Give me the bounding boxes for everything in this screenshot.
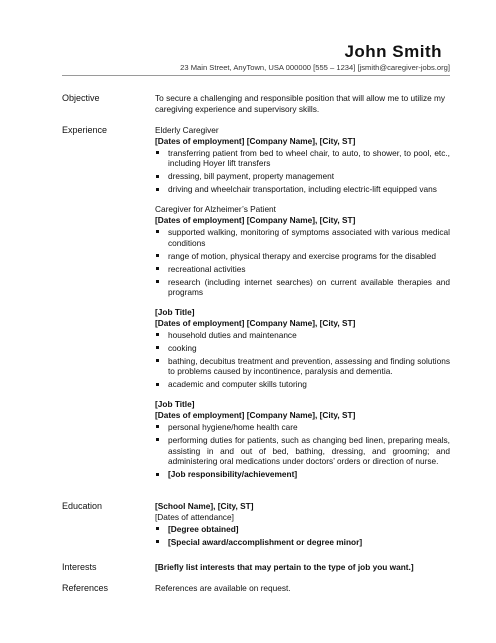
section-heading-experience: Experience (62, 125, 108, 135)
section-heading-education: Education (62, 501, 103, 511)
attendance-dates: [Dates of attendance] (155, 511, 234, 522)
experience-content (155, 125, 450, 489)
section-heading-objective: Objective (62, 93, 100, 103)
list-item: [Special award/accomplishment or degree minor] (155, 537, 450, 548)
job-entry (155, 125, 450, 195)
job-meta: [Dates of employment] [Company Name], [City, ST] (155, 317, 356, 328)
job-title: Caregiver for Alzheimer’s Patient (155, 204, 276, 215)
job-title: [Job Title] (155, 307, 195, 318)
objective-text: To secure a challenging and responsible position that will allow me to utilize my caregiving experience and supervisory skills. (155, 93, 446, 114)
candidate-name: John Smith (344, 42, 442, 61)
references-text: References are available on request. (155, 583, 291, 593)
list-item: recreational activities (155, 264, 450, 275)
education-content (155, 501, 450, 550)
section-heading-interests: Interests (62, 562, 97, 572)
section-heading-references: References (62, 583, 109, 593)
job-title: [Job Title] (155, 399, 195, 410)
job-meta: [Dates of employment] [Company Name], [City, ST] (155, 135, 356, 146)
list-item: driving and wheelchair transportation, including electric-lift equipped vans (155, 184, 450, 195)
job-title: Elderly Caregiver (155, 125, 219, 135)
list-item: range of motion, physical therapy and exercise programs for the disabled (155, 251, 450, 262)
job-meta: [Dates of employment] [Company Name], [City, ST] (155, 410, 356, 421)
list-item: supported walking, monitoring of symptoms associated with various medical conditions (155, 227, 450, 249)
list-item: academic and computer skills tutoring (155, 379, 450, 390)
job-entry (155, 204, 450, 298)
job-duties (155, 148, 450, 196)
list-item: [Job responsibility/achievement] (155, 469, 450, 480)
list-item: household duties and maintenance (155, 330, 450, 341)
interests-text: [Briefly list interests that may pertain to the type of job you want.] (155, 562, 414, 572)
job-entry (155, 399, 450, 480)
list-item: [Degree obtained] (155, 524, 450, 535)
education-details (155, 524, 450, 548)
list-item: research (including internet searches) on current available therapies and programs (155, 277, 450, 299)
job-duties (155, 422, 450, 480)
header-divider (62, 75, 450, 76)
job-entry (155, 307, 450, 390)
list-item: transferring patient from bed to wheel chair, to auto, to shower, to pool, etc., including Hoyer lift transfers (155, 148, 450, 170)
list-item: performing duties for patients, such as changing bed linen, preparing meals, assisting in and out of bed, bathing, dressing, and grooming; and administering oral medications under doctors’ orders or direction of nurse. (155, 435, 450, 467)
school-name: [School Name], [City, ST] (155, 501, 254, 511)
contact-info: 23 Main Street, AnyTown, USA 000000 [555 – 1234] [jsmith@caregiver-jobs.org] (180, 63, 450, 72)
list-item: personal hygiene/home health care (155, 422, 450, 433)
job-duties (155, 227, 450, 298)
job-duties (155, 330, 450, 391)
job-meta: [Dates of employment] [Company Name], [City, ST] (155, 214, 356, 225)
list-item: cooking (155, 343, 450, 354)
list-item: dressing, bill payment, property management (155, 171, 450, 182)
list-item: bathing, decubitus treatment and prevention, assessing and finding solutions to problems caused by incontinence, paralysis and dementia. (155, 356, 450, 378)
